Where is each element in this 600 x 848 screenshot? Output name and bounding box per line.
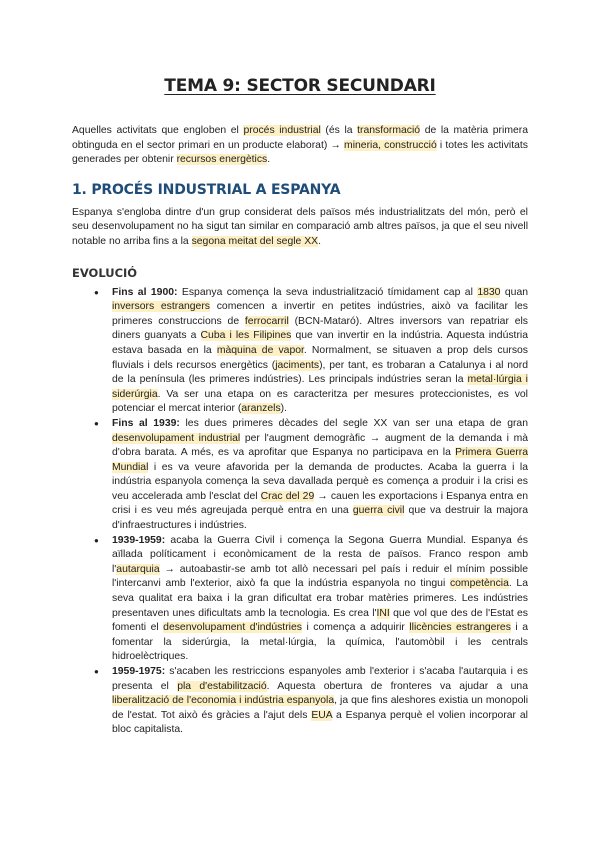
highlighted-term: desenvolupament industrial [112,432,241,444]
highlighted-term: 1830 [477,286,501,298]
subsection-heading: EVOLUCIÓ [72,265,138,280]
highlighted-term: INI [376,607,390,619]
highlighted-term: competència [449,578,509,590]
highlighted-term: Primera Guerra Mundial [112,447,528,473]
highlighted-term: autarquia [116,563,160,575]
text-run: acaba la Guerra Civil i comença la Segona Guerra Mundial. Espanya és aïllada políticament i econòmicament de la resta de països. Franco respon amb l' [112,534,528,575]
text-run: . La seva qualitat era baixa i la gran dificultat era trobar matèries primeres. Les indústries presentaven unes dificultats amb la tecnologia. Es crea l' [112,578,528,619]
text-run: . [318,235,321,247]
text-run: de la matèria primera obtinguda en el sector primari en un producte elaborat) → [72,125,528,151]
text-run: i a fomentar la siderúrgia, la metal·lúrgia, la química, l'automòbil i les centrals hidroelèctriques. [112,622,528,663]
list-item-runs [112,418,528,531]
bold-label: 1939-1959: [112,534,166,546]
section-heading: 1. PROCÉS INDUSTRIAL A ESPANYA [72,181,341,198]
text-run: (és la [320,125,358,136]
text-run: (BCN-Mataró). Altres inversors van repatriar els diners guanyats a [112,315,528,342]
text-run: que van invertir en la indústria. Aquesta indústria estava basada en la [112,330,528,356]
highlighted-term: segona meitat del segle XX [191,235,319,247]
text-run: → cauen les exportacions i Espanya entra en crisi i es veu més agreujada perquè entra en una [112,490,529,517]
highlighted-term: EUA [311,709,333,721]
list-item [112,286,528,417]
highlighted-term: liberalització de l'economia i indústria espanyola [112,695,335,707]
highlighted-term: procés industrial [243,125,321,136]
highlighted-term: ferrocarril [244,315,289,327]
intro-runs [72,125,528,165]
text-run: Aquelles activitats que engloben el [72,125,244,136]
text-run: . [267,154,271,166]
text-run: que va destruir la majora d'infraestructures i indústries. [112,505,528,532]
text-run: comencen a invertir en petites indústries, això va facilitar les primeres construccions de [112,301,528,327]
highlighted-term: guerra civil [352,505,405,517]
text-run: quan [500,286,529,298]
list-item [112,665,528,738]
text-run: i totes les activitats generades per obtenir [72,139,528,166]
highlighted-term: màquina de vapor [216,344,304,356]
section-paragraph [72,206,528,250]
text-run: Espanya s'engloba dintre d'un grup considerat dels països més industrialitzats del món, però el seu desenvolupament no ha sigut tan similar en comparació amb altres països, ja que el seu nivell notable no arriba fins a la [72,206,528,247]
section-runs [72,207,528,247]
highlighted-term: pla d'estabilització [177,680,267,692]
bold-label: Fins al 1900: [112,286,178,298]
text-run: a Espanya perquè el volien incorporar al bloc capitalista. [112,709,528,736]
text-run: . Va ser una etapa on es caracteritza per mesures proteccionistes, es vol potenciar el mercat interior ( [112,388,528,415]
list-item-runs [112,287,528,415]
list-item [112,534,528,665]
bold-label: 1959-1975: [112,666,166,677]
list-item-runs [112,666,528,735]
highlighted-term: inversors estrangers [112,301,210,313]
text-run: ), per tant, es trobaran a Catalunya i al nord de la península (les primeres indústries). Les principals indústries seran la [112,359,528,386]
highlighted-term: desenvolupament d'indústries [163,622,302,634]
text-run: les dues primeres dècades del segle XX van ser una etapa de gran [179,417,528,429]
list-item [112,417,528,534]
highlighted-term: metal·lúrgia i siderúrgia [112,374,528,400]
highlighted-term: recursos energètics [176,154,268,166]
text-run: i comença a adquirir [301,622,410,634]
highlighted-term: jaciments [275,359,320,371]
highlighted-term: aranzels [241,403,281,415]
text-run: . Normalment, se situaven a prop dels cursos fluvials i dels recursos energètics ( [112,344,529,371]
page-title: TEMA 9: SECTOR SECUNDARI [164,76,436,96]
list-item-runs [112,535,528,663]
text-run: que vol que des de l'Estat es fomenti el [112,607,529,634]
text-run: ). [280,403,287,415]
highlighted-term: llicències estrangeres [409,622,511,634]
text-run: i es va veure afavorida per la demanda de productes. Acaba la guerra i la indústria espanyola comença la seva davallada perquè es comença a produir i la crisi es veu accelerada amb l'esclat del [112,461,528,502]
bold-label: Fins al 1939: [112,417,180,429]
text-run: per l'augment demogràfic → augment de la demanda i mà d'obra barata. A més, es va aprofitar que Espanya no participava en la [112,432,529,459]
highlighted-term: mineria, construcció [344,139,437,151]
evolution-list [72,286,528,738]
highlighted-term: transformació [357,125,421,136]
text-run: → autoabastir-se amb tot allò necessari pel país i reduir el mínim possible l'intercanvi amb l'exterior, això fa que la indústria espanyola no tingui [112,563,528,590]
text-run: s'acaben les restriccions espanyoles amb l'exterior i s'acaba l'autarquia i es presenta el [112,666,528,692]
highlighted-term: Cuba i les Filipines [200,330,292,342]
text-run: . Aquesta obertura de fronteres va ajudar a una [266,680,528,692]
intro-paragraph [72,124,528,168]
highlighted-term: Crac del 29 [260,490,315,502]
text-run: Espanya comença la seva industrialització tímidament cap al [177,286,478,298]
text-run: , ja que fins aleshores existia un monopoli de l'estat. Tot això és gràcies a l'ajut dels [112,695,528,721]
